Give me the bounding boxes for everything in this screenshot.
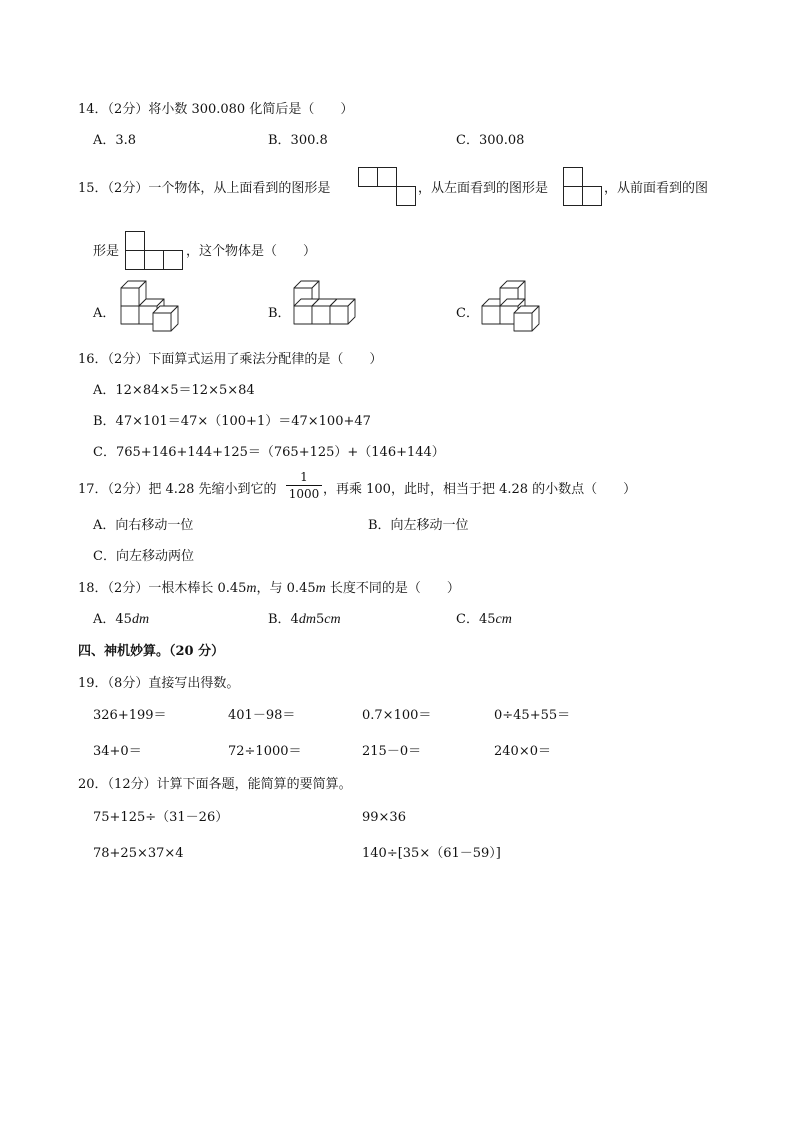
q18-option-b-unit-2: cm [324,612,341,627]
q17-stem-pre: 17．（2分）把 4.28 先缩小到它的 [78,482,277,497]
q15-stem-line2-pre: 形是 [93,244,120,259]
q20-item: 78+25×37×4 [93,846,184,861]
q16-stem: 16．（2分）下面算式运用了乘法分配律的是（ ） [78,352,383,367]
q14-stem: 14．（2分）将小数 300.080 化简后是（ ） [78,102,354,117]
q15-option-b-cubes[interactable] [294,286,366,336]
q15-front-view-figure [125,231,187,273]
q17-option-c[interactable]: C．向左移动两位 [93,549,194,564]
q19-item: 401－98＝ [228,708,296,723]
q15-stem-part2: ，从左面看到的图形是 [418,181,549,196]
q18-option-a-value: A．45 [93,612,132,627]
q18-option-b-unit-1: dm [298,612,316,627]
q17-fraction-denominator: 1000 [288,487,320,501]
q14-option-c[interactable]: C．300.08 [456,133,525,148]
q18-stem-post: 长度不同的是（ ） [325,581,460,596]
q14-option-a[interactable]: A．3.8 [93,133,137,148]
q19-item: 0÷45+55＝ [494,708,571,723]
q15-top-view-figure [358,167,418,209]
q19-item: 72÷1000＝ [228,744,302,759]
q20-item: 99×36 [362,810,406,825]
q17-fraction-bar [286,485,322,486]
q15-stem-part3: ，从前面看到的图 [604,181,709,196]
q15-option-a-label[interactable]: A． [93,306,116,321]
q18-option-c[interactable] [456,612,512,628]
q17-fraction-numerator: 1 [300,470,308,484]
q18-option-b-value-2: 5 [315,612,325,627]
q18-option-b-value-1: B．4 [268,612,299,627]
q20-stem: 20．（12分）计算下面各题，能简算的要简算。 [78,777,352,792]
q18-option-a-unit: dm [131,612,150,627]
q18-stem [78,581,460,597]
q15-option-b-label[interactable]: B． [268,306,291,321]
q18-unit-1: m [246,581,257,596]
q18-option-c-value: C．45 [456,612,496,627]
q17-stem-post: ，再乘 100，此时，相当于把 4.28 的小数点（ ） [323,482,637,497]
q16-option-a[interactable]: A．12×84×5＝12×5×84 [93,383,255,398]
q18-unit-2: m [315,581,326,596]
q14-option-b[interactable]: B．300.8 [268,133,328,148]
q19-item: 34+0＝ [93,744,142,759]
q15-option-a-cubes[interactable] [121,286,183,336]
q19-stem: 19．（8分）直接写出得数。 [78,676,240,691]
q15-left-view-figure [563,167,605,209]
q20-item: 140÷[35×（61－59）] [362,846,501,861]
q15-option-c-label[interactable]: C． [456,306,479,321]
q15-stem-part1: 15．（2分）一个物体，从上面看到的图形是 [78,181,331,196]
q17-option-b[interactable]: B．向左移动一位 [368,518,469,533]
q15-option-c-cubes[interactable] [482,286,544,336]
q19-item: 240×0＝ [494,744,551,759]
q18-option-a[interactable] [93,612,149,628]
q17-option-a[interactable]: A．向右移动一位 [93,518,194,533]
q19-item: 215－0＝ [362,744,422,759]
q16-option-c[interactable]: C．765+146+144+125＝（765+125）+（146+144） [93,445,445,460]
q19-item: 326+199＝ [93,708,167,723]
q16-option-b[interactable]: B．47×101＝47×（100+1）＝47×100+47 [93,414,371,429]
q18-stem-mid: ，与 0.45 [256,581,316,596]
q18-option-b[interactable] [268,612,341,628]
section-4-heading: 四、神机妙算。（20 分） [78,644,225,659]
q18-stem-pre: 18．（2分）一根木棒长 0.45 [78,581,247,596]
q15-stem-line2-post: ，这个物体是（ ） [186,244,317,259]
q19-item: 0.7×100＝ [362,708,432,723]
q17-fraction [286,470,322,501]
q18-option-c-unit: cm [495,612,512,627]
q20-item: 75+125÷（31－26） [93,810,229,825]
